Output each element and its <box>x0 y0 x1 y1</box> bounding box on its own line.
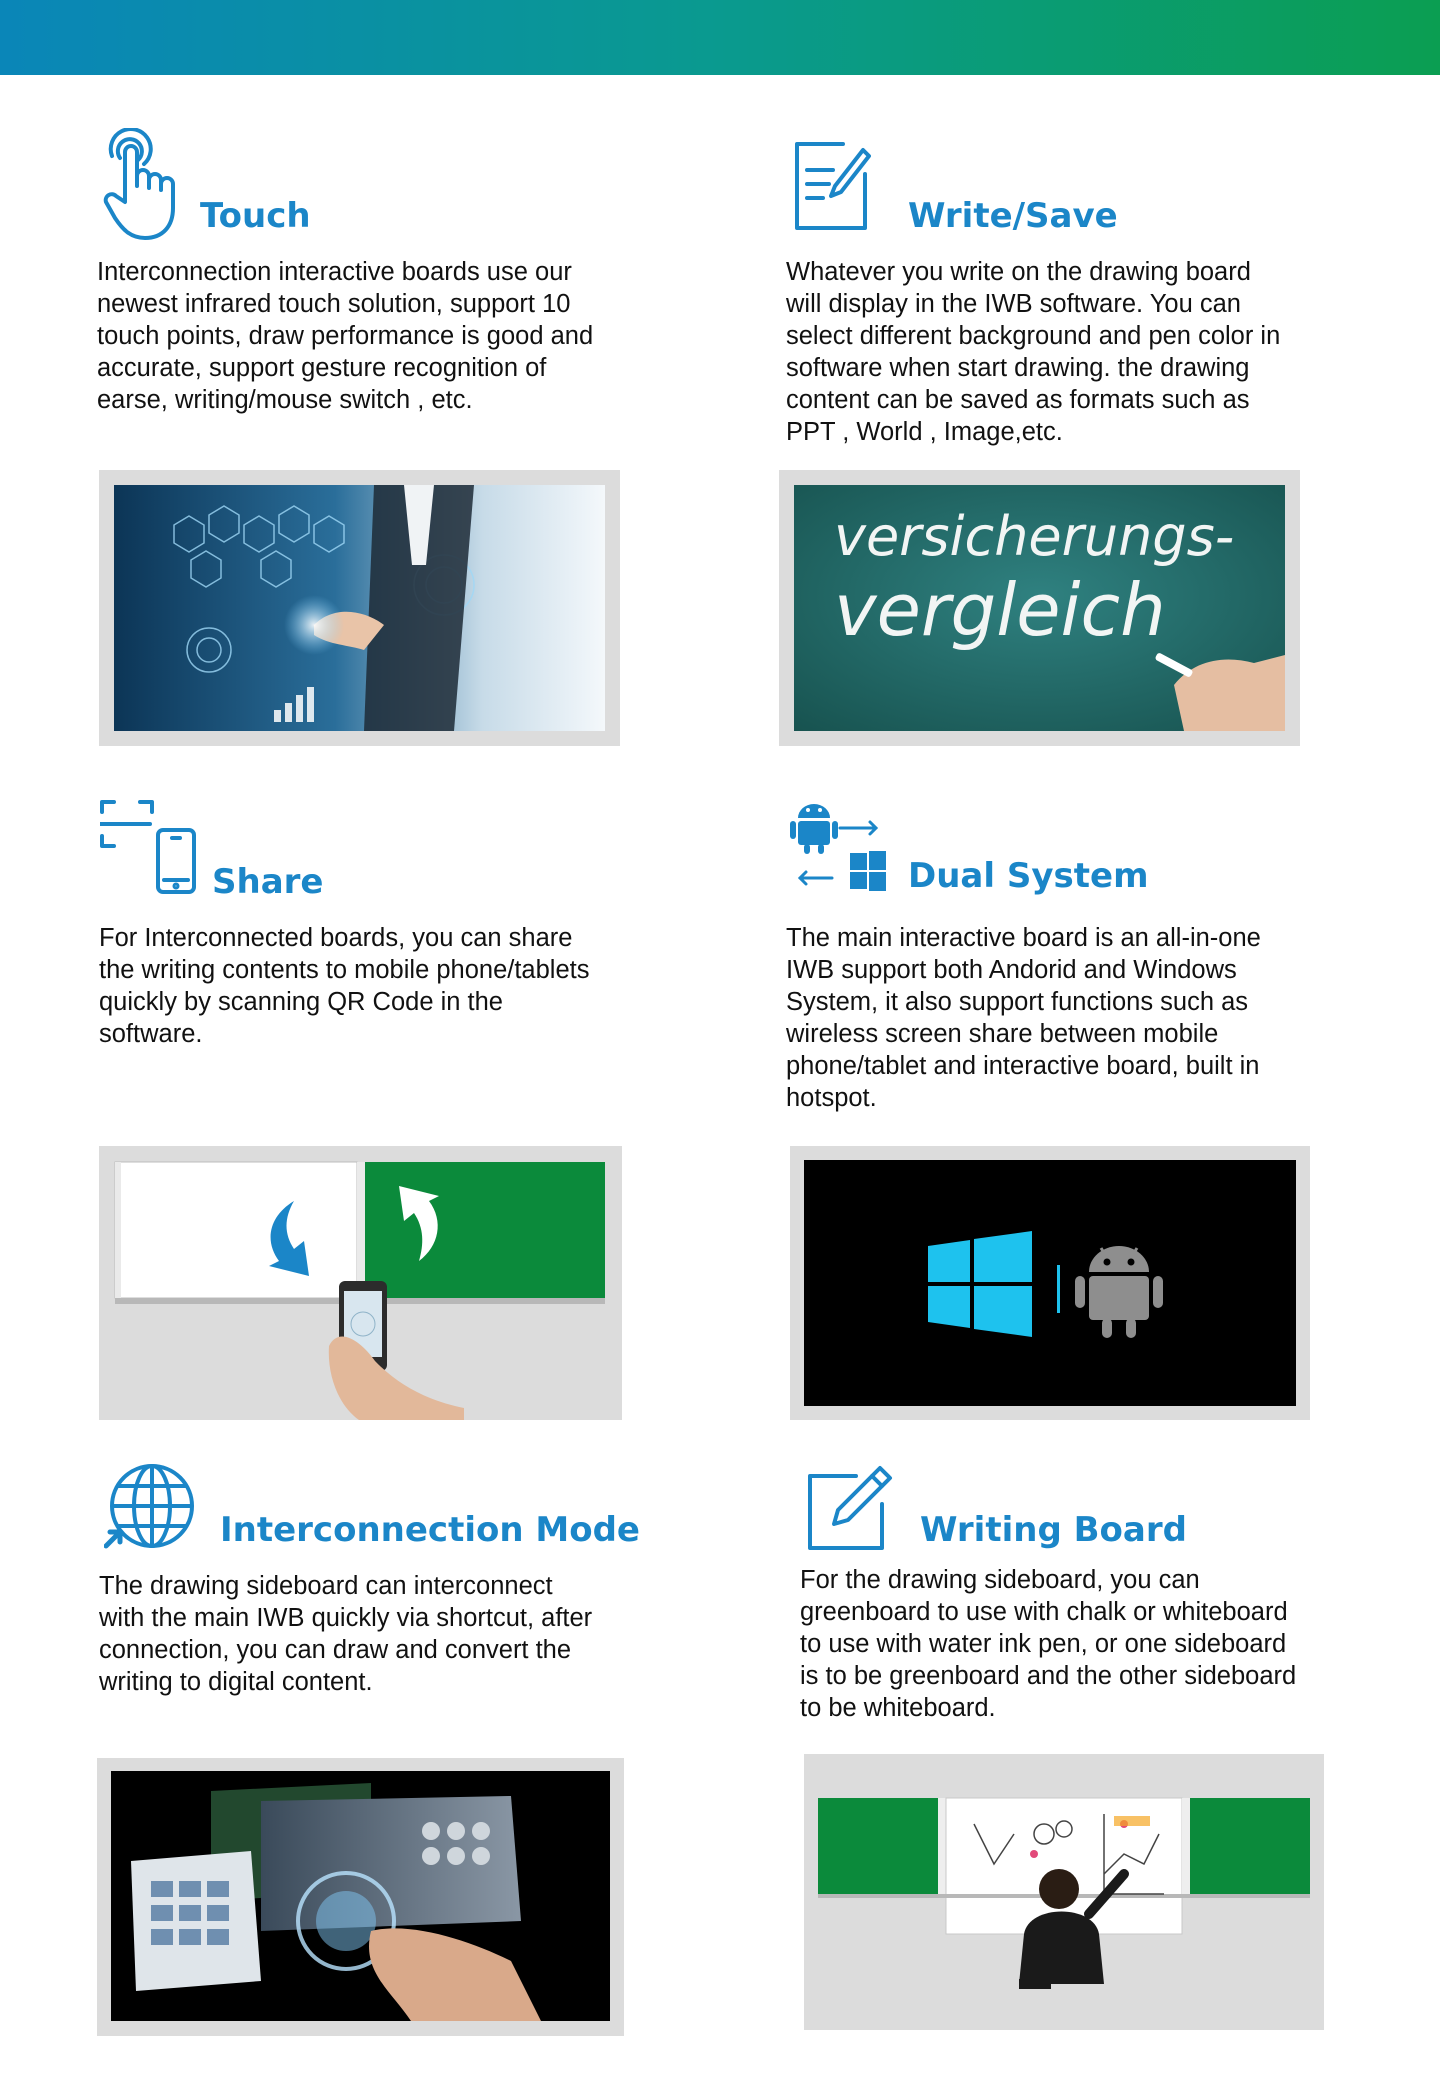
globe-icon <box>104 1462 196 1554</box>
text-line: The drawing sideboard can interconnect <box>99 1572 553 1600</box>
section-title-write-save: Write/Save <box>908 196 1118 236</box>
text-line: System, it also support functions such as <box>786 988 1249 1016</box>
text-line: connection, you can draw and convert the <box>99 1636 572 1664</box>
text-line: PPT , World , Image,etc. <box>786 418 1063 446</box>
section-title-dual-system: Dual System <box>908 856 1149 896</box>
share-image-frame <box>99 1146 622 1420</box>
scan-phone-icon <box>100 798 204 898</box>
section-title-share: Share <box>212 862 324 902</box>
text-line: accurate, support gesture recognition of <box>97 354 547 382</box>
text-line: content can be saved as formats such as <box>786 386 1250 414</box>
text-line: The main interactive board is an all-in-one <box>786 924 1261 952</box>
section-text-dual-system <box>786 922 1261 1114</box>
text-line: software. <box>99 1020 203 1048</box>
text-line: Whatever you write on the drawing board <box>786 258 1251 286</box>
writing-board-image-frame <box>804 1754 1324 2030</box>
pencil-square-icon <box>806 1464 894 1552</box>
text-line: earse, writing/mouse switch , etc. <box>97 386 473 414</box>
section-title-touch: Touch <box>200 196 311 236</box>
touch-hand-icon <box>100 128 186 244</box>
chalkboard-image <box>794 485 1285 731</box>
interconnection-image <box>111 1771 610 2021</box>
text-line: software when start drawing. the drawing <box>786 354 1250 382</box>
section-text-write-save <box>786 256 1280 448</box>
text-line: For the drawing sideboard, you can <box>800 1566 1200 1594</box>
text-line: phone/tablet and interactive board, built in <box>786 1052 1260 1080</box>
text-line: select different background and pen color in <box>786 322 1281 350</box>
text-line: greenboard to use with chalk or whiteboard <box>800 1598 1288 1626</box>
section-text-writing-board <box>800 1564 1296 1724</box>
chalk-text-line-2: vergleich <box>834 568 1166 652</box>
section-title-interconnection-mode: Interconnection Mode <box>220 1510 640 1550</box>
section-title-writing-board: Writing Board <box>920 1510 1187 1550</box>
dual-system-image <box>804 1160 1296 1406</box>
text-line: For Interconnected boards, you can share <box>99 924 573 952</box>
touch-image <box>114 485 605 731</box>
text-line: hotspot. <box>786 1084 877 1112</box>
edit-document-icon <box>793 140 871 232</box>
text-line: Interconnection interactive boards use our <box>97 258 572 286</box>
text-line: touch points, draw performance is good and <box>97 322 594 350</box>
text-line: to be whiteboard. <box>800 1694 996 1722</box>
section-text-interconnection-mode <box>99 1570 592 1698</box>
chalk-text-line-1: versicherungs- <box>834 505 1235 568</box>
text-line: writing to digital content. <box>99 1668 373 1696</box>
text-line: IWB support both Andorid and Windows <box>786 956 1237 984</box>
text-line: with the main IWB quickly via shortcut, after <box>99 1604 593 1632</box>
text-line: quickly by scanning QR Code in the <box>99 988 503 1016</box>
text-line: wireless screen share between mobile <box>786 1020 1219 1048</box>
text-line: the writing contents to mobile phone/tablets <box>99 956 590 984</box>
section-text-share <box>99 922 589 1050</box>
text-line: newest infrared touch solution, support 10 <box>97 290 571 318</box>
android-windows-icon <box>790 798 886 894</box>
section-text-touch <box>97 256 593 416</box>
text-line: to use with water ink pen, or one sideboard <box>800 1630 1287 1658</box>
header-gradient-bar <box>0 0 1440 75</box>
text-line: will display in the IWB software. You can <box>786 290 1241 318</box>
text-line: is to be greenboard and the other sideboard <box>800 1662 1297 1690</box>
